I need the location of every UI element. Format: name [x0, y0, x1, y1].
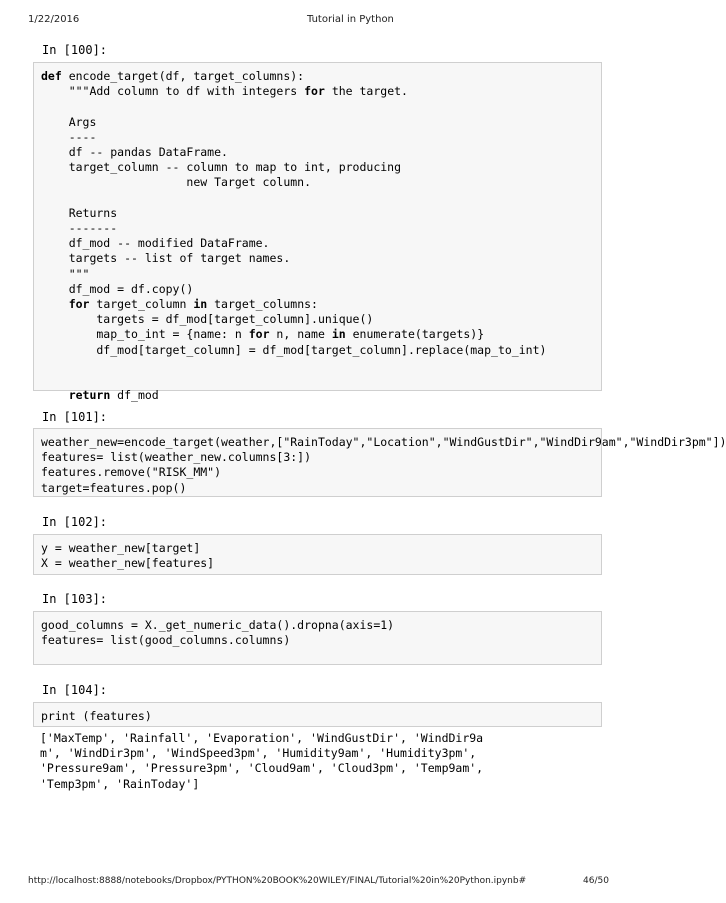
page-url: http://localhost:8888/notebooks/Dropbox/PYTHON%20BOOK%20WILEY/FINAL/Tutorial%20in%20Python.ipynb# — [28, 876, 527, 886]
cell-prompt-104: In [104]: — [42, 683, 108, 697]
print-date: 1/22/2016 — [28, 14, 80, 25]
code-cell-103[interactable] — [33, 611, 602, 665]
code-cell-104[interactable] — [33, 702, 602, 727]
cell-prompt-102: In [102]: — [42, 515, 108, 529]
cell-prompt-103: In [103]: — [42, 592, 108, 606]
page-number: 46/50 — [583, 876, 609, 886]
cell-prompt-101: In [101]: — [42, 410, 108, 424]
cell-prompt-100: In [100]: — [42, 43, 108, 57]
code-text: good_columns = X._get_numeric_data().dropna(axis=1) features= list(good_columns.columns) — [41, 618, 395, 648]
code-text: weather_new=encode_target(weather,["RainToday","Location","WindGustDir","WindDir9am","WindDir3pm"]) features= list(weather_new.columns[3:]) features.remove("RISK_MM") target=features.pop() — [41, 435, 726, 495]
code-cell-100[interactable] — [33, 62, 602, 403]
code-cell-101[interactable] — [33, 428, 726, 497]
code-text: print (features) — [41, 709, 152, 723]
page-title: Tutorial in Python — [307, 14, 394, 25]
code-text: def encode_target(df, target_columns): """Add column to df with integers for the target. Args ---- df -- pandas DataFrame. target_column -- column to map to int, producing new Target column. Returns ------- df_mod -- modified DataFrame. targets -- list of target names. """ df_mod = df.copy() for target_column in target_columns: targets = df_mod[target_column].unique() map_to_int = {name: n for n, name in enumerate(targets)} df_mod[target_column] = df_mod[target_column].replace(map_to_int) return df_mod — [41, 69, 547, 403]
cell-output-104: ['MaxTemp', 'Rainfall', 'Evaporation', 'WindGustDir', 'WindDir9a m', 'WindDir3pm', 'WindSpeed3pm', 'Humidity9am', 'Humidity3pm', 'Pressure9am', 'Pressure3pm', 'Cloud9am', 'Cloud3pm', 'Temp9am', 'Temp3pm', 'RainToday'] — [40, 731, 484, 791]
code-text: y = weather_new[target] X = weather_new[features] — [41, 541, 215, 571]
code-cell-102[interactable] — [33, 534, 602, 575]
